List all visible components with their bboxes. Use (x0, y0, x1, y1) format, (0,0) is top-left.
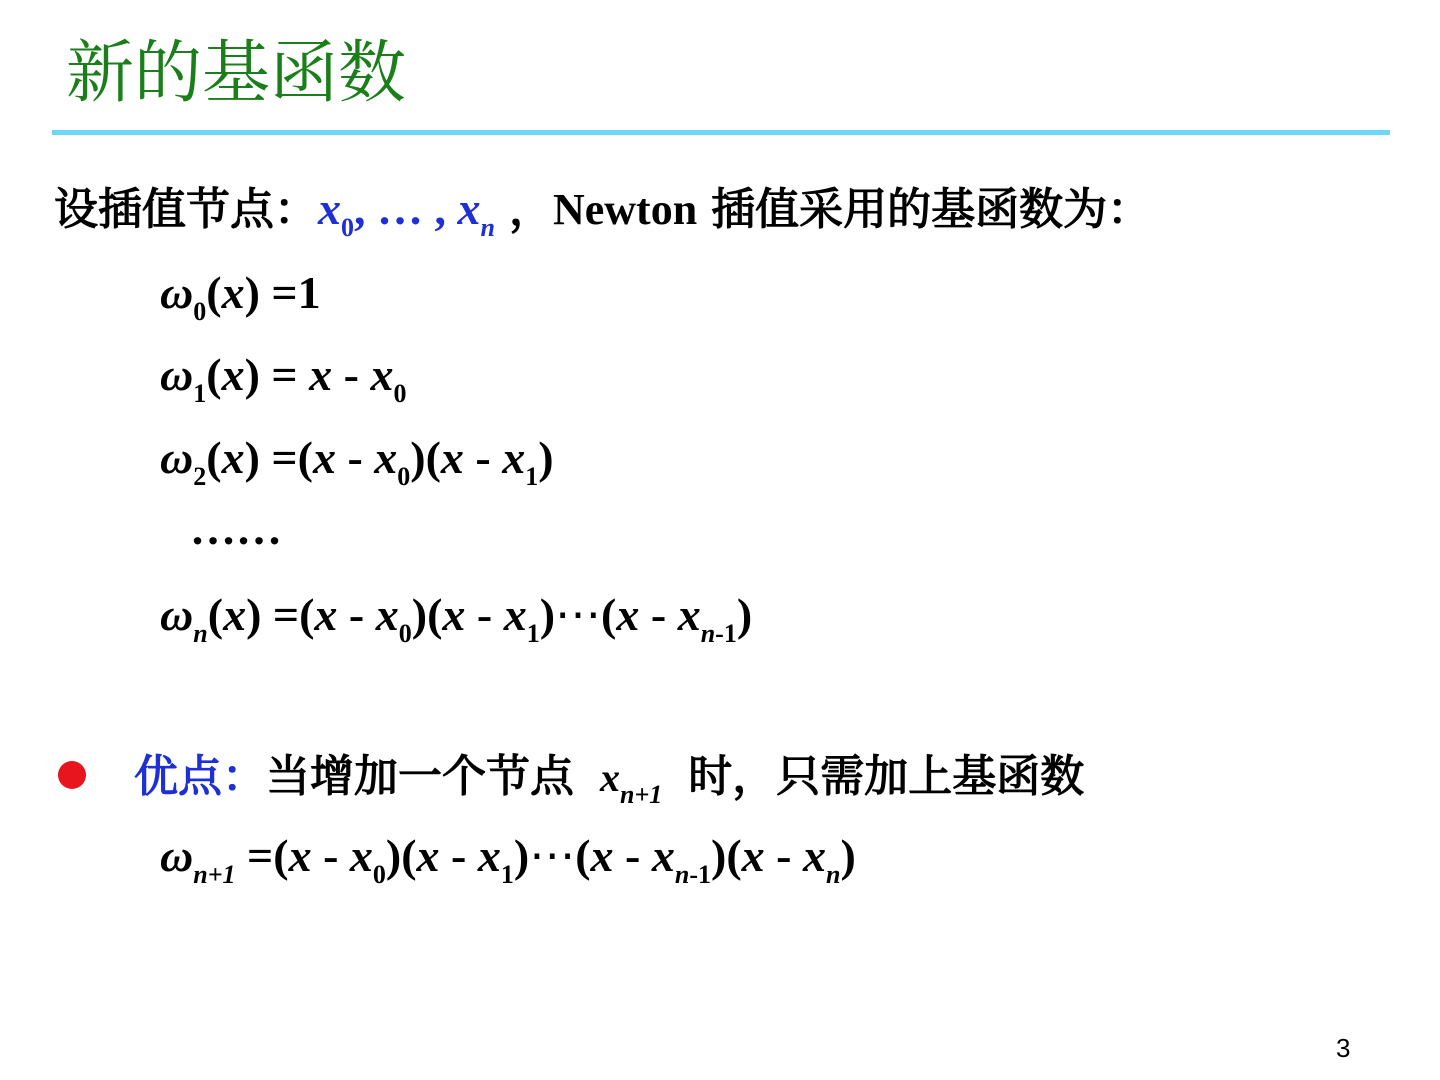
advantage-text-2: 时，只需加上基函数 (688, 751, 1085, 802)
advantage-line (134, 751, 1085, 809)
advantage-label: 优点： (134, 751, 266, 802)
formula-omega-2: $\omega_2(x) =(x - x_0)(x - x_1)$ (160, 432, 554, 491)
new-node: $x_{n+1}$ (600, 755, 663, 809)
formula-omega-1: $\omega_1(x) = x - x_0$ (160, 349, 407, 408)
intro-comma: ， (508, 184, 553, 235)
intro-prefix: 设插值节点： (54, 184, 318, 235)
newton-label: Newton (552, 185, 698, 234)
intro-suffix: 插值采用的基函数为： (711, 184, 1152, 235)
title-underline (52, 130, 1390, 135)
bullet-icon (58, 761, 86, 789)
page-number: 3 (1336, 1033, 1351, 1063)
advantage-text-1: 当增加一个节点 (266, 751, 574, 802)
formula-omega-n: $\omega_n(x) =(x - x_0)(x$ - $x_1)\cdots(x - x_{n-1})$ (160, 589, 753, 648)
slide-title: 新的基函数 (66, 34, 407, 113)
formula-omega-0: $\omega_0(x) =1$ (160, 267, 321, 326)
intro-line (54, 183, 1152, 242)
formula-omega-n-plus-1: $\omega_{n+1} =(x - x_0)(x$ - $x_1)\cdots(x - x_{n-1})(x - x_n)$ (160, 830, 856, 889)
node-set: $x_0$, … , $x_n$ (318, 183, 495, 242)
ellipsis: …… (190, 503, 282, 554)
